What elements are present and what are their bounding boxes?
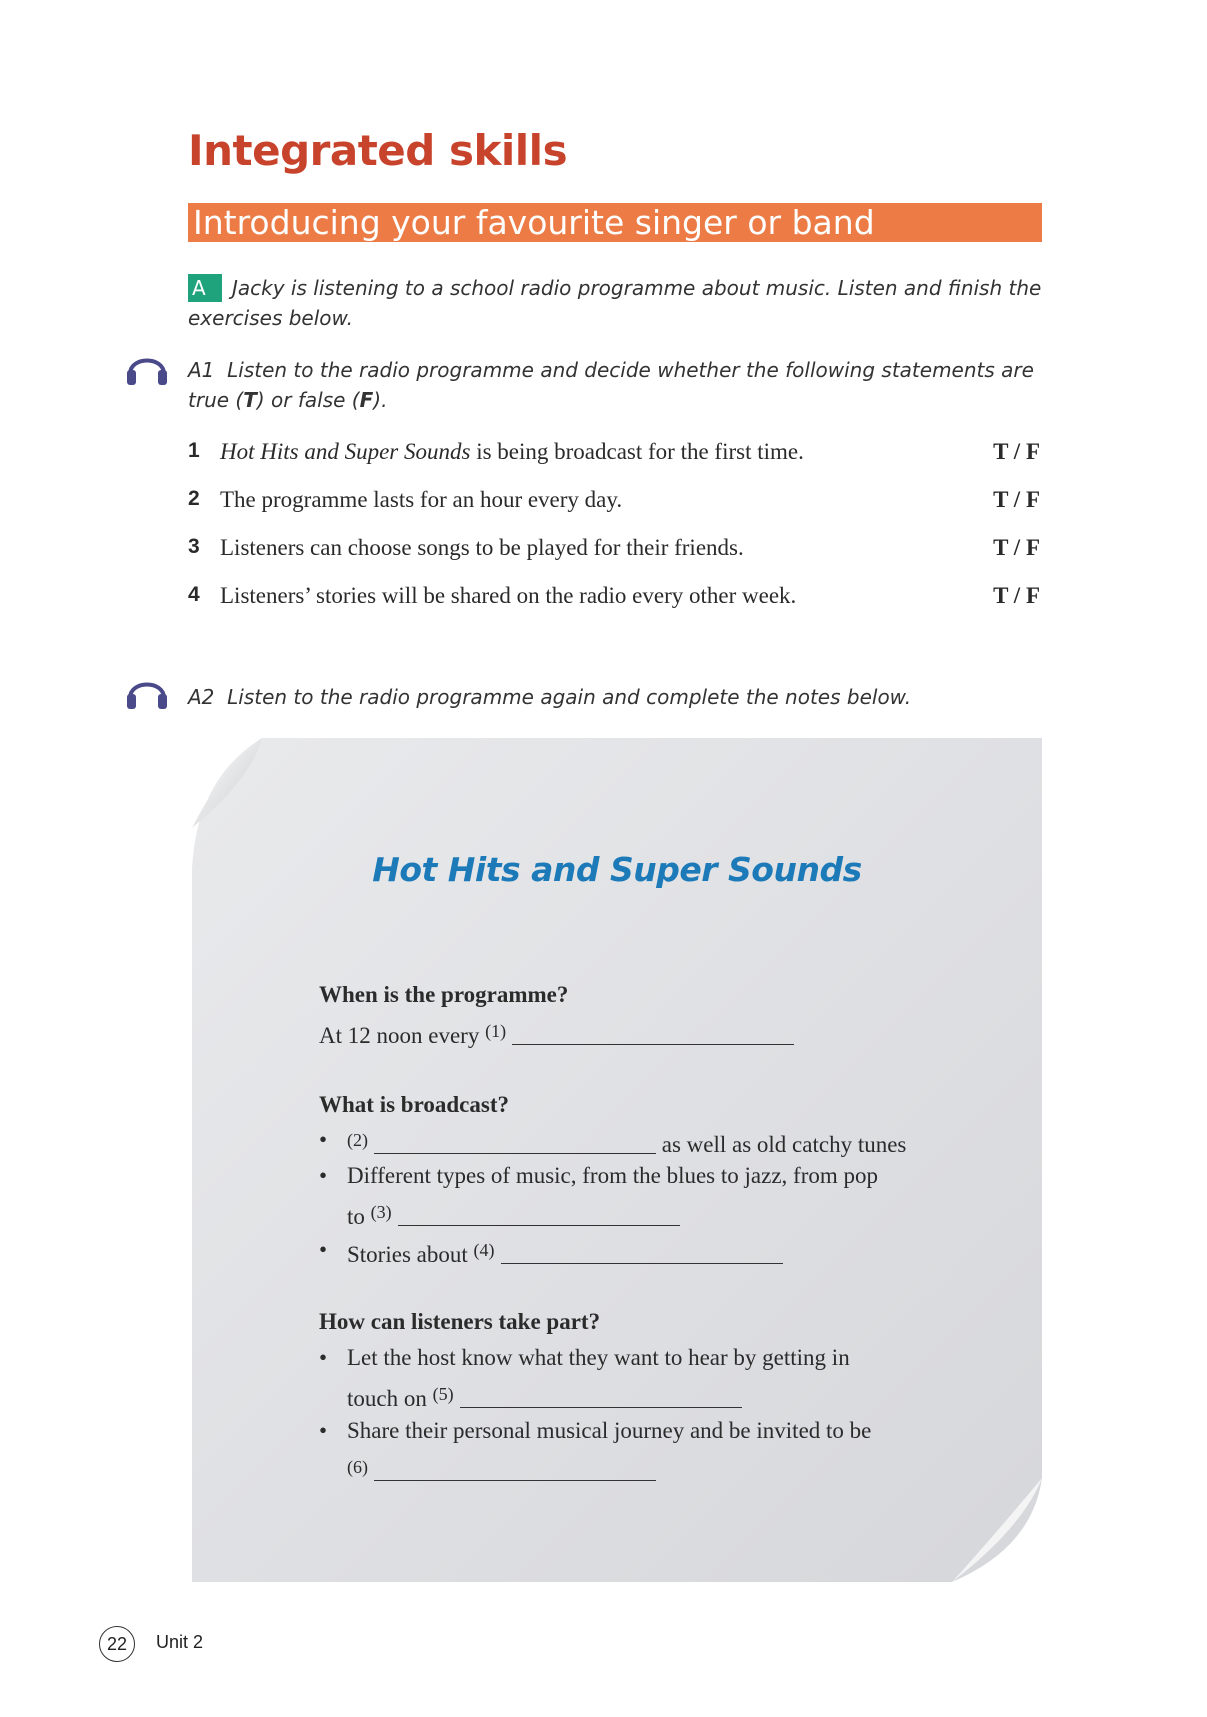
section-a-text: Jacky is listening to a school radio programme about music. Listen and finish the exercises below.: [188, 276, 1042, 330]
question-3: How can listeners take part?: [319, 1309, 601, 1334]
item-text: Let the host know what they want to hear by getting in: [347, 1345, 850, 1370]
bullet-item: • Different types of music, from the blues to jazz, from pop to $^{(3)}$: [319, 1158, 959, 1235]
bullet-item: • $^{(2)}$ as well as old catchy tunes: [319, 1127, 907, 1157]
statement-3: [188, 535, 1044, 567]
false-letter: F: [359, 388, 374, 412]
a1-text-1: Listen to the radio programme and decide whether the following statements are true (: [188, 358, 1034, 412]
statement-text: Listeners can choose songs to be played for their friends.: [220, 535, 744, 560]
answer-line-1: [319, 1013, 794, 1054]
section-a-instruction: [188, 273, 1048, 333]
statement-number: 3: [188, 535, 200, 558]
item-text: as well as old catchy tunes: [661, 1132, 907, 1157]
section-a-badge: A: [188, 274, 222, 302]
a1-label: A1: [188, 358, 215, 382]
answer-prefix: At 12 noon every: [319, 1023, 480, 1048]
blank-number: (3): [370, 1202, 392, 1222]
bullet-item: • Stories about $^{(4)}$: [319, 1232, 959, 1273]
headphones-icon[interactable]: [124, 668, 170, 714]
bullet-item: • Let the host know what they want to hear by getting in touch on $^{(5)}$: [319, 1340, 959, 1417]
statement-number: 2: [188, 487, 200, 510]
blank-number: (2): [347, 1130, 368, 1150]
blank-2[interactable]: [374, 1131, 656, 1154]
statement-4: [188, 583, 1044, 615]
statement-2: [188, 487, 1044, 519]
question-1: When is the programme?: [319, 982, 569, 1007]
page-number: 22: [99, 1626, 135, 1662]
question-2: What is broadcast?: [319, 1092, 509, 1117]
true-false-choice[interactable]: T / F: [993, 487, 1040, 512]
blank-4[interactable]: [501, 1241, 783, 1264]
notes-title: Hot Hits and Super Sounds: [372, 850, 862, 889]
true-false-choice[interactable]: T / F: [993, 535, 1040, 560]
true-letter: T: [243, 388, 257, 412]
a2-instruction: [188, 682, 1048, 712]
blank-number: (6): [347, 1457, 368, 1477]
a1-instruction: [188, 355, 1048, 415]
item-text: Different types of music, from the blues to jazz, from pop: [347, 1163, 878, 1188]
blank-3[interactable]: [398, 1203, 680, 1226]
a1-text-3: ).: [373, 388, 388, 412]
item-text: touch on: [347, 1386, 427, 1411]
item-text: Share their personal musical journey and be invited to be: [347, 1418, 872, 1443]
blank-number: (5): [432, 1384, 454, 1404]
section-banner: Introducing your favourite singer or band: [188, 203, 1042, 242]
blank-6[interactable]: [374, 1458, 656, 1481]
a2-label: A2: [188, 685, 215, 709]
unit-label: Unit 2: [156, 1632, 204, 1652]
statement-text: is being broadcast for the first time.: [470, 439, 804, 464]
bullet-item: • Share their personal musical journey and be invited to be $^{(6)}$: [319, 1413, 959, 1490]
true-false-choice[interactable]: T / F: [993, 439, 1040, 464]
programme-title: Hot Hits and Super Sounds: [220, 439, 471, 464]
blank-5[interactable]: [460, 1385, 742, 1408]
true-false-choice[interactable]: T / F: [993, 583, 1040, 608]
a1-text-2: ) or false (: [256, 388, 360, 412]
statement-1: [188, 439, 1044, 471]
statement-text: Listeners’ stories will be shared on the radio every other week.: [220, 583, 797, 608]
blank-number: (4): [473, 1240, 495, 1260]
headphones-icon[interactable]: [124, 344, 170, 390]
blank-number: (1): [485, 1021, 507, 1041]
item-text: Stories about: [347, 1242, 468, 1267]
a2-text: Listen to the radio programme again and complete the notes below.: [227, 685, 912, 709]
item-text: to: [347, 1204, 365, 1229]
page-title: Integrated skills: [188, 126, 568, 175]
statement-text: The programme lasts for an hour every day.: [220, 487, 623, 512]
statement-number: 4: [188, 583, 200, 606]
statement-number: 1: [188, 439, 200, 462]
blank-1[interactable]: [512, 1022, 794, 1045]
